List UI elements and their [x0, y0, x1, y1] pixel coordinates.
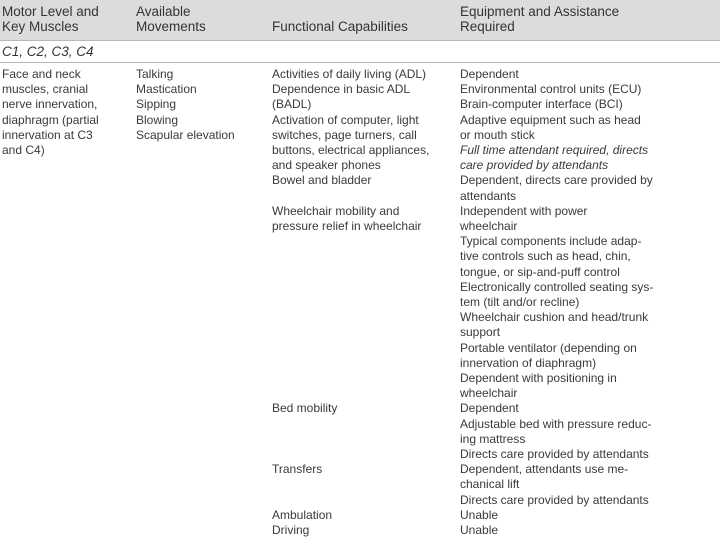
functional-capability-line [272, 234, 429, 249]
functional-capability-line [272, 265, 429, 280]
movement-item: Scapular elevation [136, 127, 235, 142]
equipment-line: attendants [460, 188, 517, 203]
functional-capability-line [272, 371, 429, 386]
functional-capability-line [272, 310, 429, 325]
header-rule [0, 40, 720, 41]
equipment-line: Electronically controlled seating sys- [460, 279, 654, 294]
functional-capabilities-column [272, 67, 429, 538]
functional-capability-line: Wheelchair mobility and [272, 203, 400, 218]
equipment-line: Portable ventilator (depending on [460, 340, 637, 355]
equipment-line: Unable [460, 523, 499, 538]
equipment-line: Directs care provided by attendants [460, 492, 649, 507]
equipment-line: Dependent, attendants use me- [460, 462, 629, 477]
section-title: C1, C2, C3, C4 [2, 44, 94, 59]
functional-capability-line [272, 417, 429, 432]
equipment-line: ing mattress [460, 431, 526, 446]
movement-item: Talking [136, 67, 174, 81]
equipment-line: Dependent with positioning in [460, 371, 617, 386]
functional-capability-line [272, 477, 429, 492]
functional-capability-line: Activation of computer, light [272, 112, 419, 127]
functional-capability-line: Bowel and bladder [272, 173, 372, 188]
section-rule [0, 62, 720, 63]
equipment-line: Brain-computer interface (BCI) [460, 97, 623, 112]
equipment-line: wheelchair [460, 219, 518, 234]
functional-capability-line [272, 189, 429, 204]
equipment-line: Adaptive equipment such as head [460, 112, 641, 127]
movement-item: Mastication [136, 82, 197, 97]
equipment-line: Dependent, directs care provided by [460, 173, 653, 188]
movement-item: Blowing [136, 112, 179, 127]
functional-capability-line: Driving [272, 523, 310, 538]
motor-level-line: muscles, cranial [2, 82, 89, 97]
functional-capability-line: pressure relief in wheelchair [272, 219, 422, 234]
header-functional-capabilities: Functional Capabilities [272, 19, 408, 34]
equipment-line: Dependent [460, 401, 519, 416]
equipment-line: Full time attendant required, directs [460, 143, 649, 158]
header-motor-level: Motor Level and Key Muscles [2, 4, 99, 34]
functional-capability-line: and speaker phones [272, 158, 381, 173]
motor-level-line: and C4) [2, 143, 45, 158]
equipment-line: care provided by attendants [460, 158, 609, 173]
available-movements-column [136, 67, 235, 143]
motor-level-line: diaphragm (partial [2, 112, 99, 127]
functional-capability-line: Activities of daily living (ADL) [272, 67, 427, 81]
equipment-line: tongue, or sip-and-puff control [460, 264, 620, 279]
equipment-line: tive controls such as head, chin, [460, 249, 631, 264]
functional-capability-line [272, 249, 429, 264]
motor-level-line: innervation at C3 [2, 127, 93, 142]
functional-capability-line [272, 432, 429, 447]
functional-capability-line: Dependence in basic ADL [272, 82, 411, 97]
movement-item: Sipping [136, 97, 177, 112]
functional-capability-line [272, 341, 429, 356]
header-available-movements: Available Movements [136, 4, 206, 34]
motor-level-column [2, 67, 99, 158]
equipment-line: Dependent [460, 67, 519, 81]
motor-level-line: nerve innervation, [2, 97, 98, 112]
equipment-line: Unable [460, 507, 499, 522]
equipment-line: support [460, 325, 501, 340]
functional-capability-line [272, 447, 429, 462]
equipment-column [460, 67, 653, 538]
equipment-line: Independent with power [460, 203, 588, 218]
functional-capability-line [272, 280, 429, 295]
functional-capability-line: Ambulation [272, 507, 333, 522]
equipment-line: chanical lift [460, 477, 520, 492]
equipment-line: innervation of diaphragm) [460, 355, 597, 370]
motor-level-line: Face and neck [2, 67, 81, 81]
equipment-line: Environmental control units (ECU) [460, 82, 642, 97]
equipment-line: or mouth stick [460, 127, 535, 142]
functional-capability-line [272, 356, 429, 371]
header-equipment-assistance: Equipment and Assistance Required [460, 4, 620, 34]
functional-capability-line: switches, page turners, call [272, 127, 417, 142]
equipment-line: wheelchair [460, 386, 518, 401]
equipment-line: tem (tilt and/or recline) [460, 295, 580, 310]
functional-capability-line [272, 493, 429, 508]
functional-capability-line [272, 386, 429, 401]
functional-capability-line: Transfers [272, 462, 323, 477]
functional-capability-line: (BADL) [272, 97, 312, 112]
functional-capability-line: buttons, electrical appliances, [272, 143, 430, 158]
equipment-line: Directs care provided by attendants [460, 447, 649, 462]
functional-capability-line [272, 295, 429, 310]
equipment-line: Wheelchair cushion and head/trunk [460, 310, 649, 325]
functional-capability-line [272, 325, 429, 340]
equipment-line: Typical components include adap- [460, 234, 642, 249]
equipment-line: Adjustable bed with pressure reduc- [460, 416, 652, 431]
functional-capability-line: Bed mobility [272, 401, 338, 416]
